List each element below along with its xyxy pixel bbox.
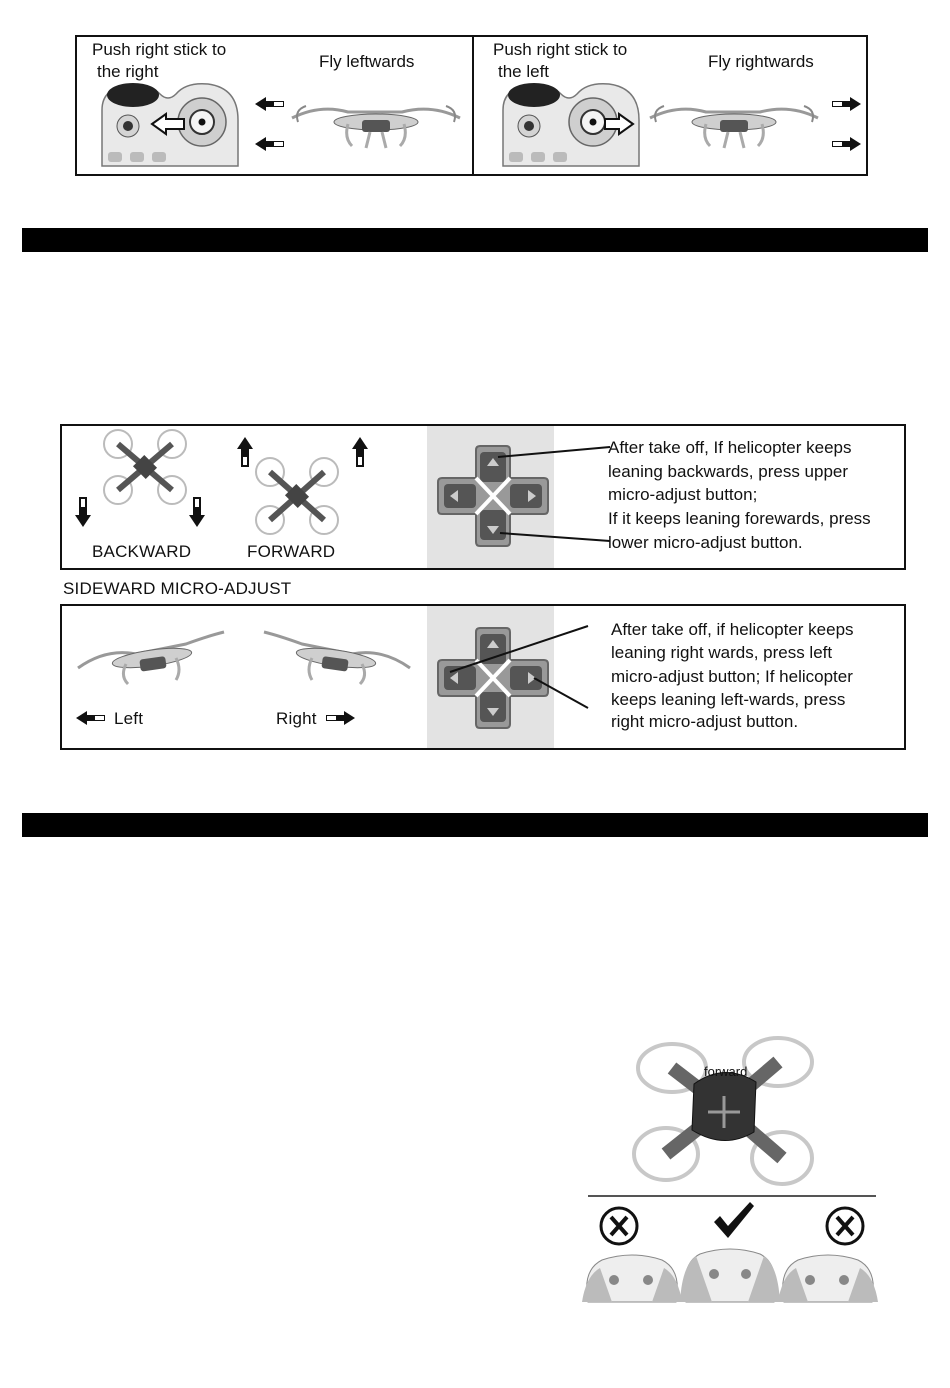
drone-icon	[100, 428, 190, 508]
label-left: Left	[114, 709, 144, 728]
check-mark-icon	[712, 1200, 756, 1240]
arrow-right-icon	[830, 96, 862, 112]
drone-icon	[648, 96, 820, 154]
sideward-text-line-3: micro-adjust button; If helicopter	[611, 667, 853, 686]
arrow-right-icon	[830, 136, 862, 152]
panel-divider	[472, 37, 474, 174]
label-forward: FORWARD	[247, 542, 336, 561]
stick-panel-1-instruction-line2: the right	[97, 62, 159, 81]
drone-icon	[290, 96, 462, 154]
sideward-text-line-1: After take off, if helicopter keeps	[611, 620, 854, 639]
drone-icon	[262, 628, 412, 688]
controller-icon	[582, 1240, 878, 1302]
fb-text-line-3: micro-adjust button;	[608, 485, 758, 504]
sideward-heading: SIDEWARD MICRO-ADJUST	[63, 579, 292, 598]
fb-text-line-5: lower micro-adjust button.	[608, 533, 803, 552]
section-header-bar	[22, 228, 928, 252]
drone-icon	[76, 628, 226, 688]
fb-text-line-2: leaning backwards, press upper	[608, 462, 849, 481]
fb-text-line-4: If it keeps leaning forewards, press	[608, 509, 871, 528]
sideward-text-line-4: keeps leaning left-wards, press	[611, 690, 846, 709]
arrow-up-icon	[351, 436, 369, 468]
sideward-text-line-5: right micro-adjust button.	[611, 712, 799, 731]
stick-panel-2-result: Fly rightwards	[708, 52, 814, 71]
drone-forward-label: forward	[704, 1064, 748, 1079]
arrow-right-icon	[324, 710, 356, 726]
arrow-left-icon	[254, 96, 286, 112]
arrow-left-icon	[150, 112, 186, 136]
divider-line	[588, 1195, 876, 1197]
fb-text-line-1: After take off, If helicopter keeps	[608, 438, 852, 457]
pointer-lines	[490, 445, 614, 545]
arrow-down-icon	[74, 496, 92, 528]
arrow-left-icon	[75, 710, 107, 726]
drone-icon	[632, 1032, 816, 1192]
arrow-right-icon	[603, 112, 635, 136]
arrow-up-icon	[236, 436, 254, 468]
stick-panel-2-instruction-line1: Push right stick to	[493, 40, 628, 59]
label-right: Right	[276, 709, 317, 728]
arrow-left-icon	[254, 136, 286, 152]
pointer-lines	[448, 624, 598, 714]
arrow-down-icon	[188, 496, 206, 528]
drone-icon	[252, 456, 342, 538]
sideward-text-line-2: leaning right wards, press left	[611, 643, 833, 662]
section-header-bar	[22, 813, 928, 837]
stick-panel-1-instruction-line1: Push right stick to	[92, 40, 227, 59]
stick-panel-1-result: Fly leftwards	[319, 52, 415, 71]
label-backward: BACKWARD	[92, 542, 192, 561]
stick-panel-2-instruction-line2: the left	[498, 62, 550, 81]
